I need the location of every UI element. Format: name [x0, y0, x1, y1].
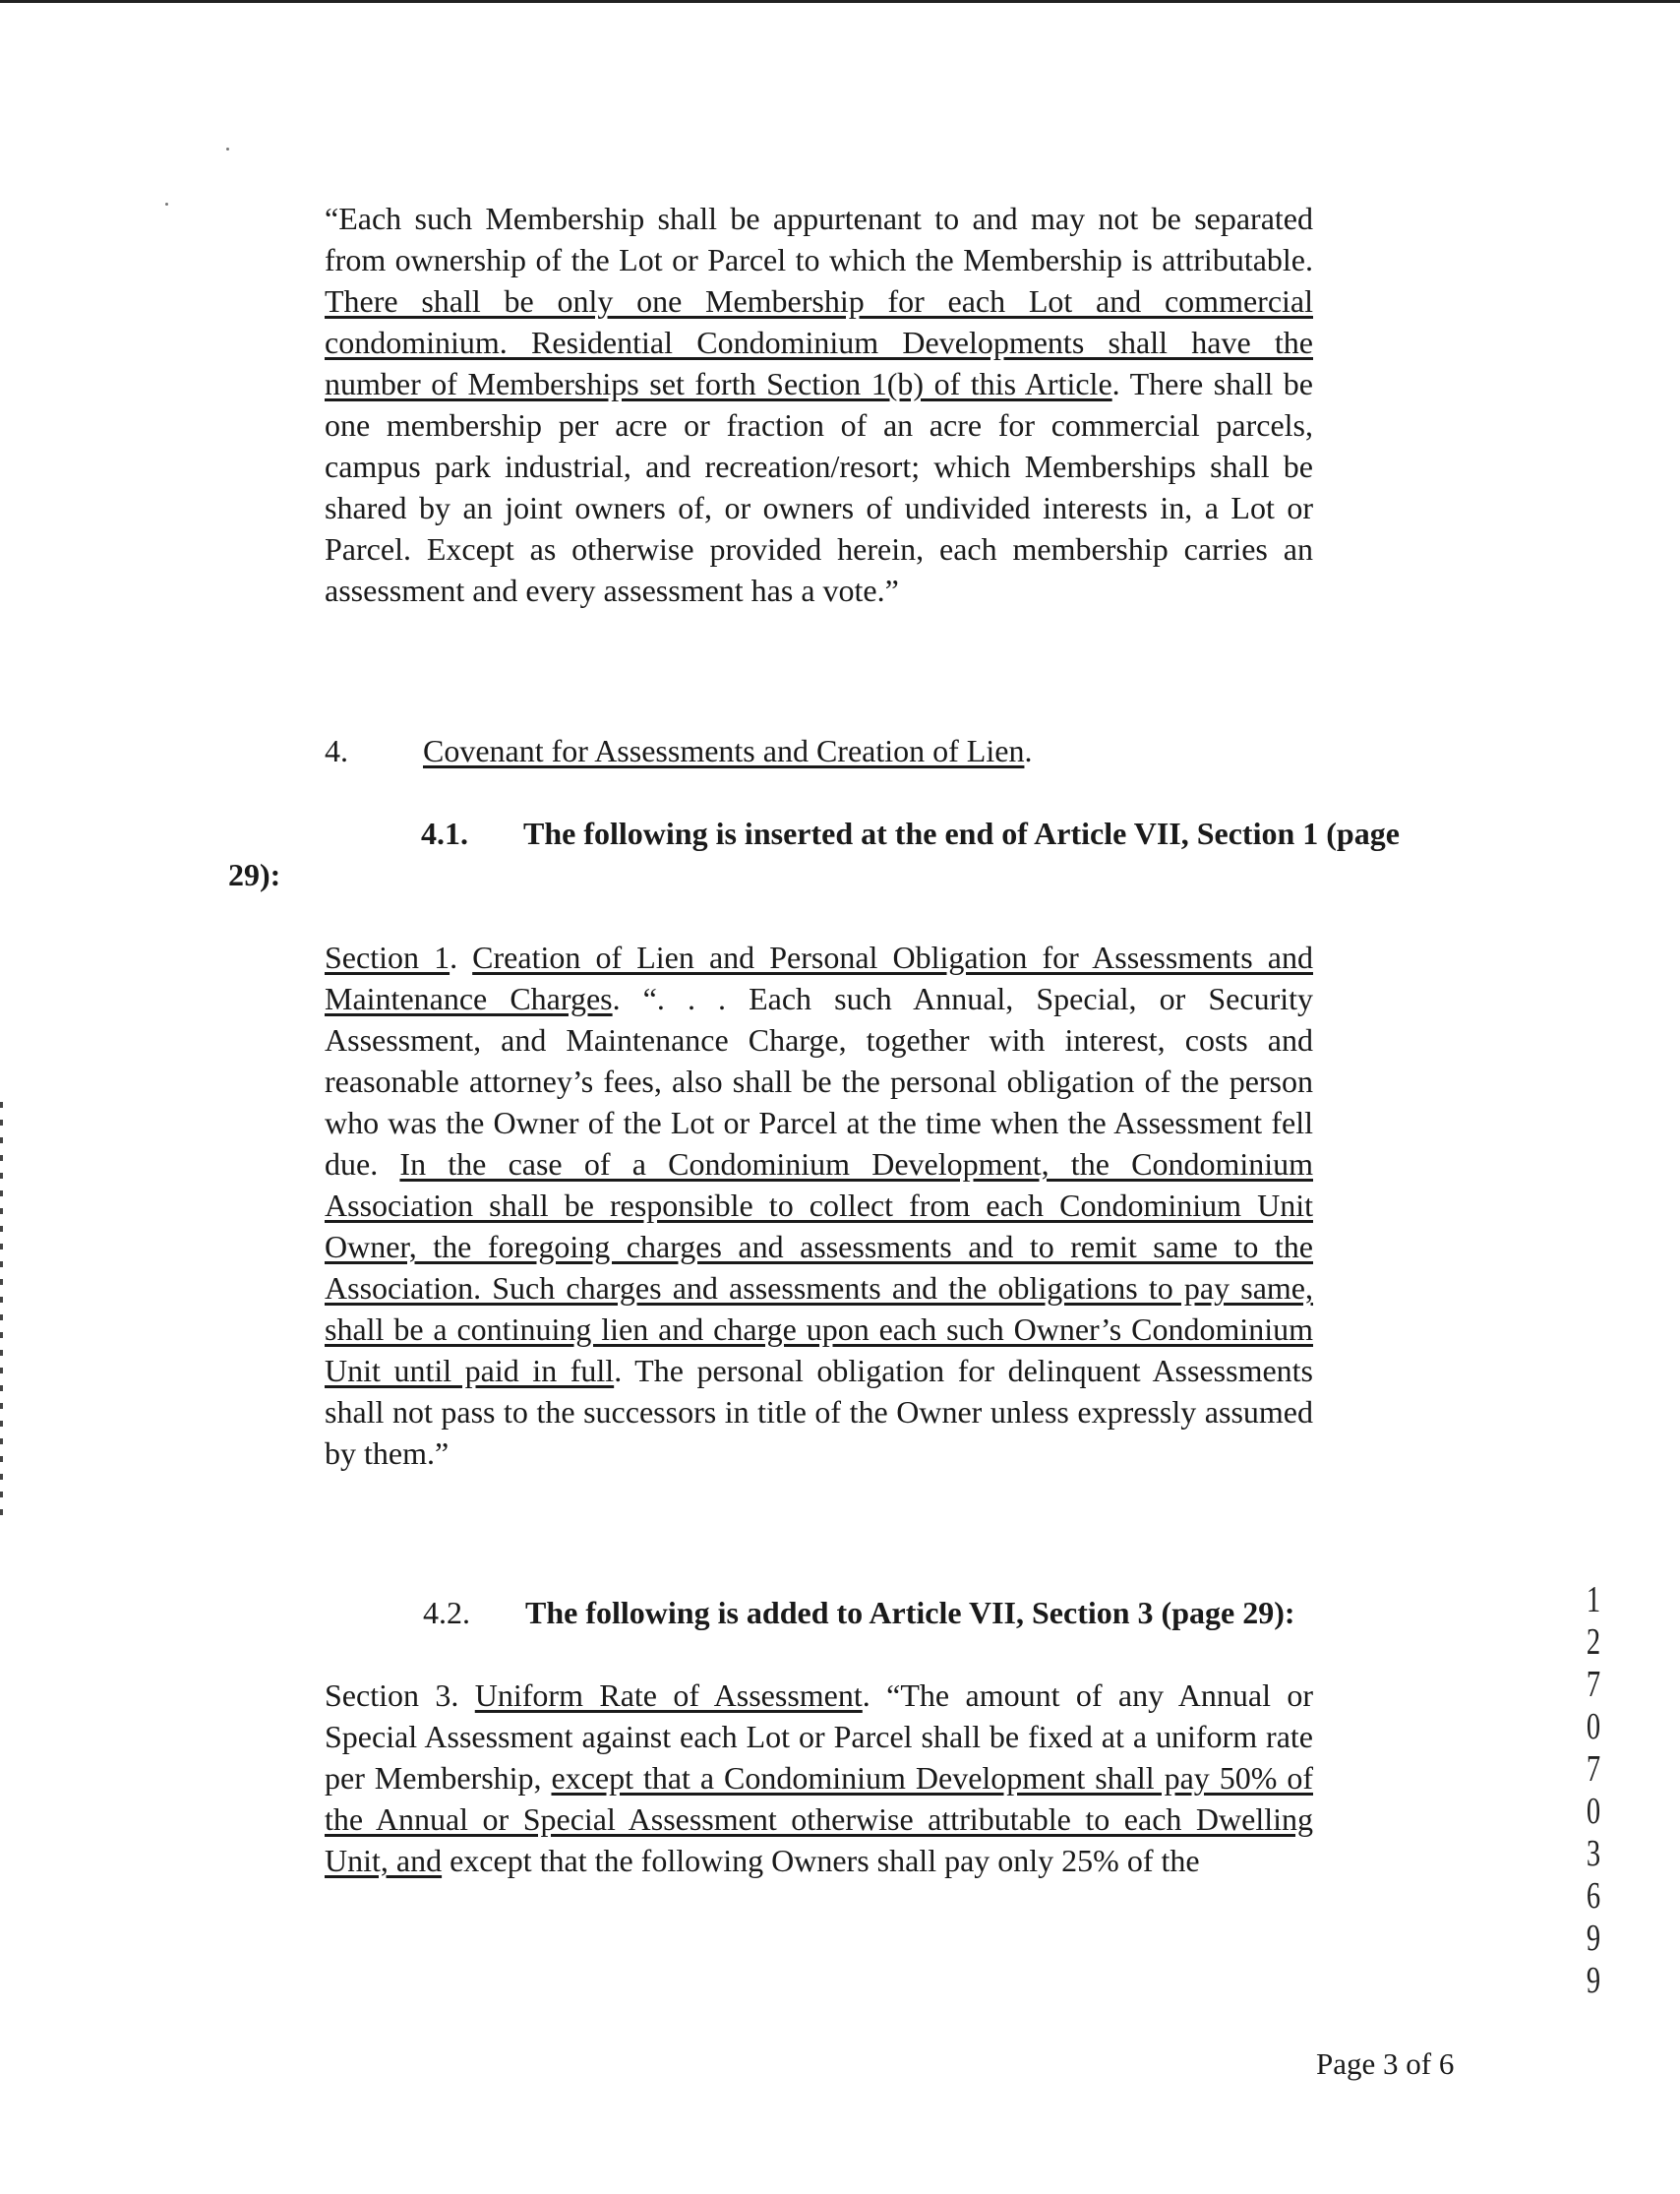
paragraph-segment-underlined: Section 1	[325, 940, 450, 975]
stamp-digit: 6	[1586, 1875, 1601, 1917]
paragraph-segment: .	[450, 940, 473, 975]
paragraph-segment: . The personal obligation for delinquent Assessments shall not pass to the successors in title of the Owner unless expressly assumed by them.”	[325, 1353, 1314, 1471]
stamp-digit: 7	[1586, 1664, 1601, 1705]
stamp-digit: 1	[1586, 1579, 1601, 1620]
subsection-title: The following is inserted at the end of Article VII, Section 1 (page 29):	[228, 816, 1400, 892]
lien-paragraph	[325, 937, 1313, 1474]
paragraph-segment-underlined: Uniform Rate of Assessment	[474, 1677, 863, 1713]
subsection-number: 4.1.	[421, 816, 468, 851]
section-4-heading	[325, 730, 1032, 771]
subsection-title: The following is added to Article VII, Section 3 (page 29):	[525, 1595, 1295, 1630]
scan-speck	[226, 148, 229, 151]
stamp-digit: 9	[1586, 1960, 1601, 2001]
paragraph-segment: . “. . . Each such Annual, Special, or Security Assessment, and Maintenance Charge, together with interest, costs and reasonable attorney’s fees, also shall be the personal obligation of the person who was the Owner of the Lot or Parcel at the time when the Assessment fell due.	[325, 981, 1314, 1182]
paragraph-segment-underlined: In the case of a Condominium Development, the Condominium Association shall be responsible to collect from each Condominium Unit Owner, the foregoing charges and assessments and to remit same to the Association. Such charges and assessments and the obligations to pay same, shall be a continuing lien and charge upon each such Owner’s Condominium Unit until paid in full	[325, 1146, 1313, 1388]
scan-top-edge	[0, 0, 1680, 3]
uniform-rate-paragraph	[325, 1675, 1313, 1881]
section-title-period: .	[1024, 733, 1033, 768]
subsection-4-1-heading	[228, 813, 1413, 895]
paragraph-segment-underlined: Creation of Lien and Personal Obligation for Assessments and Maintenance Charges	[325, 940, 1313, 1016]
stamp-digit: 7	[1586, 1748, 1601, 1790]
membership-paragraph	[325, 198, 1313, 611]
stamp-digit: 3	[1586, 1833, 1601, 1874]
paragraph-segment: . “The amount of any Annual or Special Assessment against each Lot or Parcel shall be fixed at a uniform rate per Membership,	[325, 1677, 1314, 1796]
scan-speck	[165, 203, 168, 206]
recording-number-stamp	[1572, 1579, 1615, 2002]
paragraph-segment: except that the following Owners shall pay only 25% of the	[442, 1843, 1200, 1878]
stamp-digit: 0	[1586, 1791, 1601, 1832]
paragraph-segment-underlined: except that a Condominium Development shall pay 50% of the Annual or Special Assessment otherwise attributable to each Dwelling Unit, and	[325, 1760, 1313, 1878]
page-number-footer: Page 3 of 6	[1316, 2046, 1455, 2081]
scan-left-edge	[0, 1102, 3, 1525]
section-number: 4.	[325, 733, 348, 768]
subsection-4-2-heading	[423, 1592, 1295, 1633]
paragraph-segment-underlined: There shall be only one Membership for each Lot and commercial condominium. Residential Condominium Developments shall have the number of Memberships set forth Section 1(b) of this Article	[325, 283, 1313, 401]
stamp-digit: 0	[1586, 1706, 1601, 1747]
subsection-number: 4.2.	[423, 1595, 470, 1630]
paragraph-segment: Section 3.	[325, 1677, 475, 1713]
stamp-digit: 9	[1586, 1918, 1601, 1959]
paragraph-segment: “Each such Membership shall be appurtenant to and may not be separated from ownership of the Lot or Parcel to which the Membership is attributable.	[325, 201, 1313, 277]
section-title: Covenant for Assessments and Creation of Lien	[423, 733, 1025, 768]
paragraph-segment: . There shall be one membership per acre or fraction of an acre for commercial parcels, campus park industrial, and recreation/resort; which Memberships shall be shared by an joint owners of, or owners of undivided interests in, a Lot or Parcel. Except as otherwise provided herein, each membership carries an assessment and every assessment has a vote.”	[325, 366, 1314, 608]
stamp-digit: 2	[1586, 1621, 1601, 1663]
